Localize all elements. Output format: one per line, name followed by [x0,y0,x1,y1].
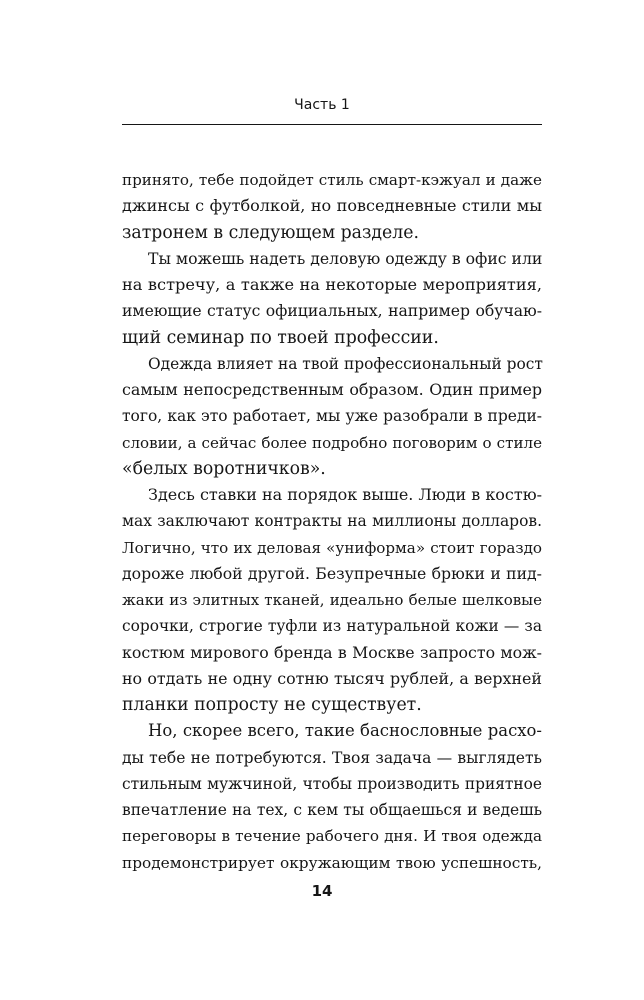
text-line: на встречу, а также на некоторые мероприятия, [122,275,542,294]
running-head: Часть 1 [294,97,350,113]
text-line: но отдать не одну сотню тысяч рублей, а верхней [122,668,542,688]
text-line: Логично, что их деловая «униформа» стоит гораздо [122,538,542,557]
page-number: 14 [311,882,333,900]
text-line: «белых воротничков». [122,458,326,479]
text-line: Но, скорее всего, такие баснословные расхо- [148,721,542,741]
text-line: Одежда влияет на твой профессиональный рост [148,354,543,373]
text-line: стильным мужчиной, чтобы производить приятное [122,774,542,793]
text-line: переговоры в течение рабочего дня. И твоя одежда [122,827,542,846]
text-line: планки попросту не существует. [122,695,422,715]
text-line: сорочки, строгие туфли из натуральной кожи — за [122,617,542,636]
text-line: имеющие статус официальных, например обучаю- [122,301,542,321]
text-line: щий семинар по твоей профессии. [122,327,439,348]
text-line: ды тебе не потребуются. Твоя задача — выглядеть [122,748,542,767]
text-line: дороже любой другой. Безупречные брюки и пид- [122,563,542,583]
text-line: джинсы с футболкой, но повседневные стили мы [122,196,542,216]
text-line: Ты можешь надеть деловую одежду в офис или [148,248,543,268]
body-text [122,167,542,876]
text-line: жаки из элитных тканей, идеально белые шелковые [122,591,542,609]
text-line: самым непосредственным образом. Один пример [122,380,542,399]
text-line: мах заключают контракты на миллионы долларов. [122,512,542,531]
text-line: затронем в следующем разделе. [122,222,419,243]
header-rule [122,124,542,125]
text-line: принято, тебе подойдет стиль смарт-кэжуал и даже [122,171,542,189]
text-line: Здесь ставки на порядок выше. Люди в костю- [148,485,542,504]
text-line: словии, а сейчас более подробно поговорим о стиле [122,433,542,452]
text-line: костюм мирового бренда в Москве запросто мож- [122,642,542,662]
text-line: продемонстрирует окружающим твою успешность, [122,853,542,872]
text-line: того, как это работает, мы уже разобрали в преди- [122,407,542,426]
text-line: впечатление на тех, с кем ты общаешься и ведешь [122,801,542,819]
